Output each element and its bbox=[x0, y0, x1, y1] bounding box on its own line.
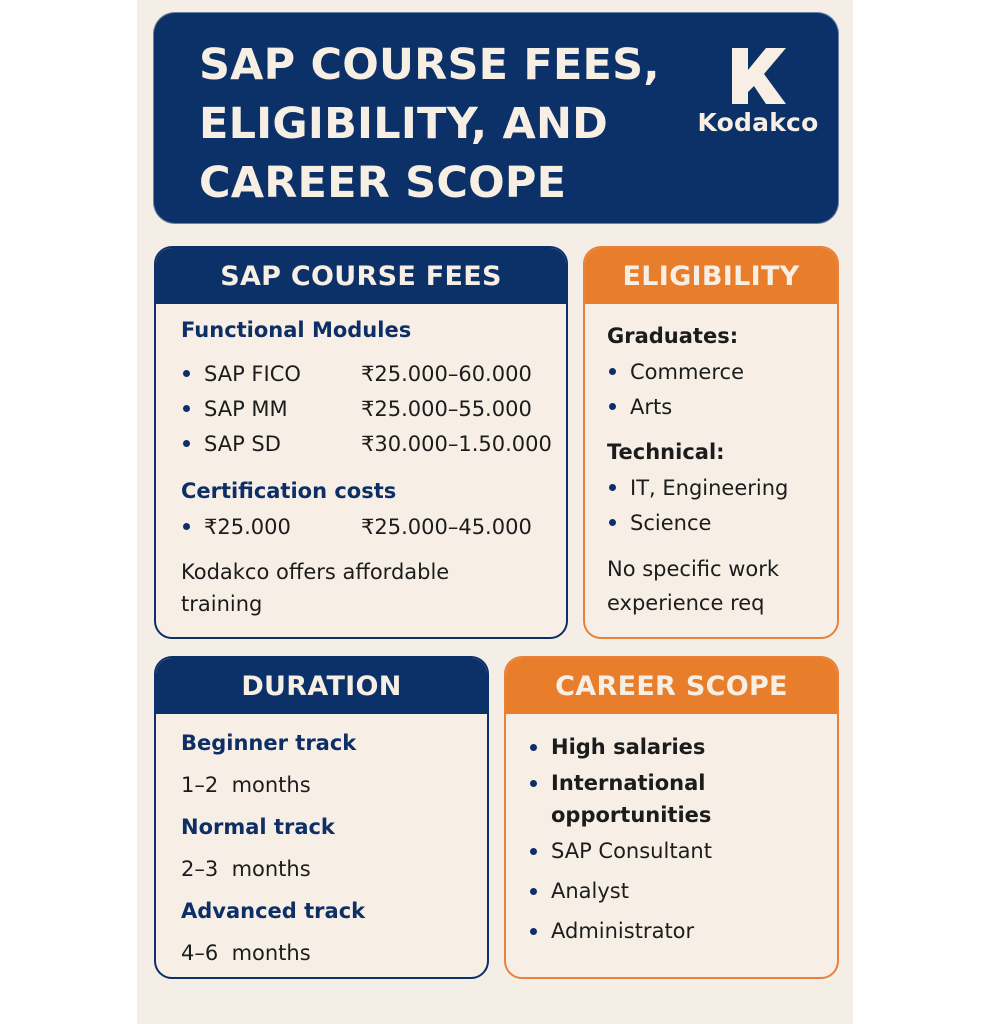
career-item bbox=[528, 831, 837, 871]
track-length: 2–3 months bbox=[181, 857, 311, 881]
track-name: Advanced track bbox=[181, 899, 366, 923]
certification-name: ₹25.000 bbox=[204, 514, 291, 539]
eligibility-note bbox=[607, 552, 837, 620]
technical-heading: Technical: bbox=[607, 440, 725, 464]
technical-label: Science bbox=[630, 510, 712, 535]
kodakco-logo bbox=[693, 48, 823, 137]
note-line: training bbox=[181, 592, 263, 616]
bullet-icon bbox=[183, 405, 190, 412]
module-fee: ₹25.000–55.000 bbox=[361, 396, 532, 421]
functional-modules-heading: Functional Modules bbox=[181, 318, 412, 342]
page-title bbox=[199, 36, 689, 213]
bullet-icon bbox=[530, 888, 537, 895]
track-name: Normal track bbox=[181, 815, 335, 839]
module-name: SAP FICO bbox=[204, 361, 301, 386]
bullet-icon bbox=[609, 519, 616, 526]
career-label: SAP Consultant bbox=[551, 839, 712, 863]
module-row bbox=[181, 391, 566, 426]
k-logo-icon bbox=[728, 48, 788, 104]
technical-label: IT, Engineering bbox=[630, 475, 789, 500]
career-label: High salaries bbox=[551, 735, 706, 759]
career-item bbox=[528, 727, 837, 767]
title-line: SAP COURSE FEES, bbox=[199, 40, 660, 90]
graduate-item bbox=[607, 354, 837, 389]
career-scope-card bbox=[504, 656, 839, 979]
graduates-heading: Graduates: bbox=[607, 324, 739, 348]
title-line: ELIGIBILITY, AND bbox=[199, 99, 609, 149]
career-item bbox=[528, 767, 837, 799]
bullet-icon bbox=[609, 368, 616, 375]
module-row bbox=[181, 426, 566, 461]
career-label: International bbox=[551, 771, 706, 795]
career-item bbox=[528, 871, 837, 911]
track-name: Beginner track bbox=[181, 731, 357, 755]
career-label: Analyst bbox=[551, 879, 629, 903]
eligibility-card bbox=[583, 246, 839, 639]
note-line: Kodakco offers affordable bbox=[181, 560, 450, 584]
fees-note bbox=[181, 556, 566, 620]
note-line: No specific work bbox=[607, 557, 780, 581]
title-line: CAREER SCOPE bbox=[199, 158, 567, 208]
graduate-item bbox=[607, 389, 837, 424]
certification-fee: ₹25.000–45.000 bbox=[361, 514, 532, 539]
career-label: opportunities bbox=[551, 803, 712, 827]
graduate-label: Arts bbox=[630, 394, 673, 419]
bullet-icon bbox=[530, 744, 537, 751]
bullet-icon bbox=[530, 780, 537, 787]
fees-card bbox=[154, 246, 568, 639]
career-item-continuation bbox=[528, 799, 837, 831]
certification-heading: Certification costs bbox=[181, 479, 397, 503]
module-fee: ₹25.000–60.000 bbox=[361, 361, 532, 386]
logo-text: Kodakco bbox=[697, 108, 819, 137]
fees-card-title: SAP COURSE FEES bbox=[156, 248, 566, 304]
graduate-label: Commerce bbox=[630, 359, 744, 384]
bullet-icon bbox=[183, 440, 190, 447]
bullet-icon bbox=[530, 928, 537, 935]
module-row bbox=[181, 356, 566, 391]
bullet-icon bbox=[530, 848, 537, 855]
hero-banner bbox=[153, 12, 839, 224]
career-item bbox=[528, 911, 837, 951]
note-line: experience req bbox=[607, 591, 765, 615]
bullet-icon bbox=[609, 484, 616, 491]
technical-item bbox=[607, 505, 837, 540]
duration-card-title: DURATION bbox=[156, 658, 487, 714]
module-fee: ₹30.000–1.50.000 bbox=[361, 431, 552, 456]
duration-card bbox=[154, 656, 489, 979]
bullet-icon bbox=[183, 370, 190, 377]
certification-row bbox=[181, 509, 566, 544]
bullet-icon bbox=[609, 403, 616, 410]
bullet-icon bbox=[183, 523, 190, 530]
technical-item bbox=[607, 470, 837, 505]
eligibility-card-title: ELIGIBILITY bbox=[585, 248, 837, 304]
module-name: SAP MM bbox=[204, 396, 288, 421]
career-label: Administrator bbox=[551, 919, 695, 943]
career-card-title: CAREER SCOPE bbox=[506, 658, 837, 714]
track-length: 1–2 months bbox=[181, 773, 311, 797]
track-length: 4–6 months bbox=[181, 941, 311, 965]
module-name: SAP SD bbox=[204, 431, 281, 456]
